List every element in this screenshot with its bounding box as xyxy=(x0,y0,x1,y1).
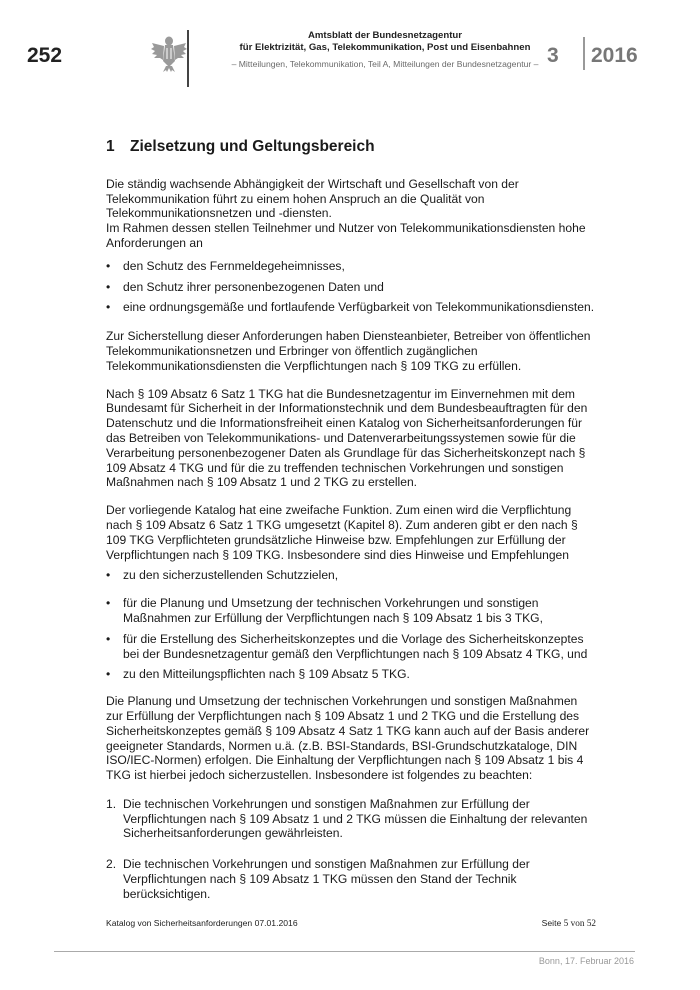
list-item: • für die Erstellung des Sicherheitskonzeptes und die Vorlage des Sicherheitskonzeptes bei der Bundesnetzagentur gemäß den Verpflichtungen nach § 109 Absatz 4 TKG, und xyxy=(106,632,596,662)
requirements-list xyxy=(106,259,596,315)
paragraph-catalog-basis: Nach § 109 Absatz 6 Satz 1 TKG hat die Bundesnetzagentur im Einvernehmen mit dem Bundesamt für Sicherheit in der Informationstechnik und dem Bundesbeauftragten für den Datenschutz und die Informationsfreiheit einen Katalog von Sicherheitsanforderungen für das Betreiben von Telekommunikations- und Datenverarbeitungssystemen sowie für die Verarbeitung personenbezogener Daten als Grundlage für das Sicherheitskonzept nach § 109 Absatz 4 TKG und für die zu treffenden technischen Vorkehrungen und sonstigen Maßnahmen nach § 109 Absatz 1 und 2 TKG zu erstellen. xyxy=(106,386,588,490)
paragraph-function: Der vorliegende Katalog hat eine zweifache Funktion. Zum einen wird die Verpflichtung nach § 109 Absatz 6 Satz 1 TKG umgesetzt (Kapitel 8). Zum anderen gibt er den nach § 109 TKG Verpflichteten grundsätzliche Hinweise bzw. Empfehlungen zur Erfüllung der Verpflichtungen nach § 109 TKG. Insbesondere sind dies Hinweise und Empfehlungen xyxy=(106,503,578,562)
issue-divider xyxy=(583,37,585,70)
gazette-title-line2: für Elektrizität, Gas, Telekommunikation, Post und Eisenbahnen xyxy=(239,42,531,53)
header-divider xyxy=(187,30,189,87)
section-heading xyxy=(106,140,596,155)
list-item: • den Schutz des Fernmeldegeheimnisses, xyxy=(106,259,596,274)
paragraph-standards: Die Planung und Umsetzung der technischen Vorkehrungen und sonstigen Maßnahmen zur Erfüllung der Verpflichtungen nach § 109 Absatz 1 und 2 TKG und die Erstellung des Sicherheitskonzeptes gemäß § 109 Absatz 4 Satz 1 TKG kann auch auf der Basis anderer geeigneter Standards, Normen u.ä. (z.B. BSI-Standards, BSI-Grundschutzkataloge, DIN ISO/IEC-Normen) erfolgen. Die Einhaltung der Verpflichtungen nach § 109 Absatz 1 bis 4 TKG ist hierbei jedoch sicherzustellen. Insbesondere ist folgendes zu beachten: xyxy=(106,694,590,783)
numbered-item-label: 1. xyxy=(106,796,117,811)
gazette-title-line1: Amtsblatt der Bundesnetzagentur xyxy=(307,30,463,41)
section-number: 1 xyxy=(106,138,115,155)
list-item: • für die Planung und Umsetzung der technischen Vorkehrungen und sonstigen Maßnahmen zur Erfüllung der Verpflichtungen nach § 109 Absatz 1 bis 3 TKG, xyxy=(106,596,596,626)
page-prefix: Seite xyxy=(541,918,562,928)
footer-rule xyxy=(54,951,635,952)
list-item: • zu den Mitteilungspflichten nach § 109 Absatz 5 TKG. xyxy=(106,667,596,682)
numbered-item xyxy=(106,797,596,841)
page-of: von xyxy=(570,918,585,928)
issue-year: 2016 xyxy=(591,44,638,67)
gazette-subtitle: – Mitteilungen, Telekommunikation, Teil A, Mitteilungen der Bundesnetzagentur – xyxy=(231,59,539,69)
footer-page-indicator xyxy=(542,918,596,928)
gazette-title xyxy=(200,30,570,54)
intro-paragraph-2: Im Rahmen dessen stellen Teilnehmer und Nutzer von Telekommunikationsdiensten hohe Anforderungen an xyxy=(106,221,586,250)
page-current: 5 xyxy=(563,918,569,928)
section-title: Zielsetzung und Geltungsbereich xyxy=(130,138,375,155)
list-item: • zu den sicherzustellenden Schutzzielen, xyxy=(106,568,596,583)
recommendations-list xyxy=(106,568,596,682)
numbered-item-text: Die technischen Vorkehrungen und sonstigen Maßnahmen zur Erfüllung der Verpflichtungen nach § 109 Absatz 1 und 2 TKG müssen die Einhaltung der relevanten Sicherheitsanforderungen gewährleisten. xyxy=(123,796,588,841)
footer-catalog: Katalog von Sicherheitsanforderungen 07.01.2016 xyxy=(106,918,298,928)
list-item: • eine ordnungsgemäße und fortlaufende Verfügbarkeit von Telekommunikationsdiensten. xyxy=(106,300,596,315)
place-date: Bonn, 17. Februar 2016 xyxy=(538,956,634,966)
numbered-list xyxy=(106,797,596,902)
numbered-item-label: 2. xyxy=(106,857,117,872)
main-content xyxy=(106,140,596,902)
page-number: 252 xyxy=(27,44,63,67)
paragraph-obligations: Zur Sicherstellung dieser Anforderungen haben Diensteanbieter, Betreiber von öffentlichen Telekommunikationsnetzen und Erbringer von öffentlich zugänglichen Telekommunikationsdiensten die Verpflichtungen nach § 109 TKG zu erfüllen. xyxy=(106,329,591,373)
issue-number: 3 xyxy=(547,44,559,67)
list-item: • den Schutz ihrer personenbezogenen Daten und xyxy=(106,280,596,295)
numbered-item xyxy=(106,857,596,901)
numbered-item-text: Die technischen Vorkehrungen und sonstigen Maßnahmen zur Erfüllung der Verpflichtungen nach § 109 Absatz 1 TKG müssen den Stand der Technik berücksichtigen. xyxy=(123,857,530,901)
intro-paragraph-1: Die ständig wachsende Abhängigkeit der Wirtschaft und Gesellschaft von der Telekommunikation führt zu einem hohen Anspruch an die Qualität von Telekommunikationsnetzen und -diensten. xyxy=(106,176,519,221)
page-total: 52 xyxy=(586,918,596,928)
federal-eagle-icon xyxy=(150,33,188,73)
